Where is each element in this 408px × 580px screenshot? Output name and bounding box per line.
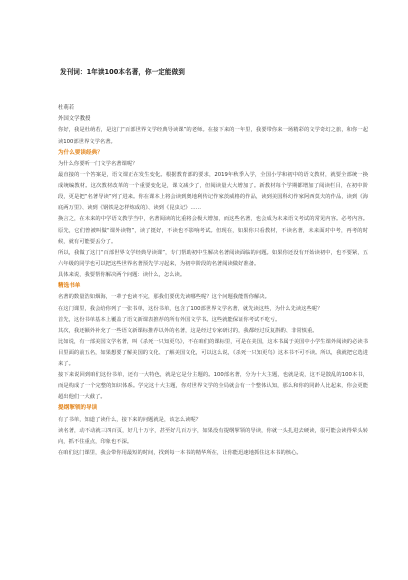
- paragraph: 有了书单，知道了读什么，接下来的问题就是，该怎么读呢？: [58, 416, 202, 423]
- paragraph: 读名著，动不动就三四百页，好几十万字，甚至好几百万字，如果没有提纲挈领的导读，你就一头扎进去硬读，很可能会读得晕头转向，抓不住重点，印象也不深。: [58, 427, 368, 445]
- paragraph: 接下来说回到咱们这份书单，还有一大特色，就是它是分主题的。100部名著，分为十大主题，也就是说，这不是散乱的100本书，而是构成了一个完整的知识体系。学完这十大主题，你对世界文学的全局就会有一个整体认知，那么和你的同龄人比起来，你会更能超出他们一大截了。: [58, 372, 368, 401]
- document-title: 发刊词：1年读100本名著，你一定能做到: [60, 68, 185, 76]
- paragraph: 最直接的一个答案是，语文课正在发生变化。根据教育部的要求，2019年秋季入学，全国小学和初中的语文教材，就要全部统一换成统编教材。这次教材改革的一个重要变化是，课文减少了，但阅读量大大增加了。新教材每个学期都增加了阅读栏目，在初中阶段，更是把“名著导读”列了进来。你在课本上将会读到奥地利传记作家茨威格的作品，读到美国科幻作家阿西莫夫的作品，读到《海底两万里》、读到《钢铁是怎样炼成的》、读到《昆虫记》……: [58, 172, 368, 212]
- paragraph: 其次，我还额外补充了一些语文新课标推荐以外的名著，这是经过专家研讨的，我都经过反复斟酌、非常慎重。: [58, 327, 318, 334]
- paragraph: 具体来说，我要帮你解决两个问题：读什么，怎么读。: [58, 271, 186, 278]
- paragraph: 换言之，在未来的中学语文教学当中，名著阅读的比重将会极大增加，而这些名著，也会成为未来语文考试的常见内容。必考内容。原先，它们曾被叫做“课外读物”，读了挺好，不读也不影响考试。但现在，如果你只看教材，不读名著，未来面对中考，再考的时候，就有可能要丢分了。: [58, 216, 368, 245]
- document: [58, 68, 368, 459]
- section-heading: 为什么要读经典？: [58, 149, 103, 156]
- section-heading: 精选书单: [58, 283, 81, 290]
- question-line: 为什么你要听一门文学名著课呢？: [58, 161, 138, 167]
- author-name: 杜萌若: [58, 105, 75, 111]
- paragraph: 你好，我是杜萌若，是这门“百部世界文学经典导读课”的老师。在接下来的一年里，我要带你来一场精彩的文学奇幻之旅，和你一起读100部世界文学名著。: [58, 127, 368, 145]
- paragraph: 在这门课里，我会给你列了一张书单，这份书单，包含了100部世界文学名著，就先读这些，为什么先读这些呢？: [58, 305, 323, 312]
- paragraph: 首先，这份书单基本上覆盖了语文新课表推荐的所有外国文学书。这些就能保证你考试不吃亏。: [58, 316, 281, 323]
- paragraph: 所以，我做了这门“百部世界文学经典导读课”，专门帮助初中生解决名著阅读面临的问题。如果你还没有开始读初中，也不要紧，五六年级的同学也可以把这些世界名著预先学习起来，为初中阶段的名著阅读做好准备。: [58, 249, 368, 267]
- author-title: 外国文学教授: [58, 116, 91, 123]
- article-body: [58, 125, 368, 459]
- paragraph: 在咱们这门课里，我会带你用最短的时间，找到每一本书的精华所在，让你能迅速地抓住这本书的核心。: [58, 450, 302, 457]
- paragraph: 名著的数量浩如烟海，一辈子也读不完，那我们要优先读哪些呢？这个问题我能帮你解决。: [58, 294, 270, 301]
- paragraph: 比如说，有一部美国文学名著，叫《杀死一只知更鸟》，不在咱们的课标里，可是在美国，这本书属于美国中小学生课外阅读的必读书目里面的前五名，如果想要了解美国的文化、了解美国文化，可以这么说，《杀死一只知更鸟》这本书不可不读。所以，我就把它选进来了。: [58, 338, 368, 367]
- section-heading: 提纲挈领的导读: [58, 405, 98, 412]
